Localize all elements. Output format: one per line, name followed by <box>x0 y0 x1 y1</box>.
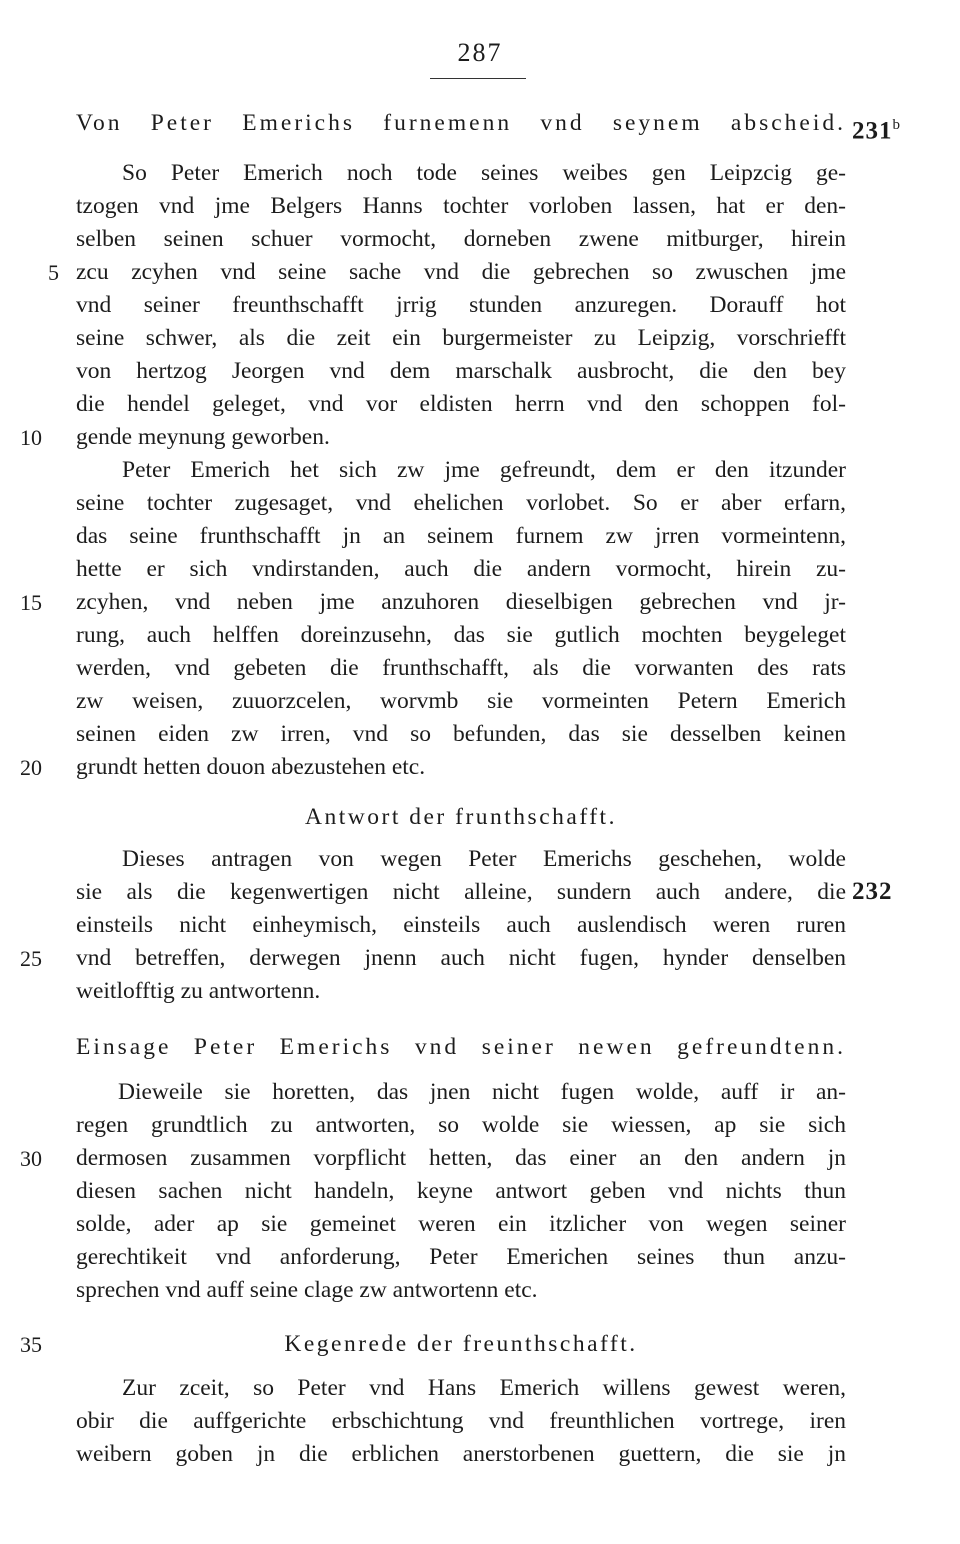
line-number: 25 <box>20 946 42 971</box>
section-heading: Von Peter Emerichs furnemenn vnd seynem abscheid. <box>76 110 846 136</box>
text-line: weibern goben jn die erblichen anerstorbenen guettern, die sie jn <box>76 1441 846 1467</box>
text-line: von hertzog Jeorgen vnd dem marschalk ausbrocht, die den bey <box>76 358 846 384</box>
text-line: solde, ader ap sie gemeinet weren ein itzlicher von wegen seiner <box>76 1211 846 1237</box>
text-line: selben seinen schuer vormocht, dorneben zwene mitburger, hirein <box>76 226 846 252</box>
text-line: seine tochter zugesaget, vnd ehelichen vorlobet. So er aber erfarn, <box>76 490 846 516</box>
text-line: tzogen vnd jme Belgers Hanns tochter vorloben lassen, hat er den- <box>76 193 846 219</box>
text-line: obir die auffgerichte erbschichtung vnd freunthlichen vortrege, iren <box>76 1408 846 1434</box>
line-number: 20 <box>20 755 42 780</box>
section-heading: Einsage Peter Emerichs vnd seiner newen gefreundtenn. <box>76 1034 846 1060</box>
section-heading: Kegenrede der freunthschafft. <box>284 1331 638 1357</box>
text-line: grundt hetten douon abezustehen etc. <box>76 754 426 780</box>
text-line: sprechen vnd auff seine clage zw antwortenn etc. <box>76 1277 538 1303</box>
section-heading: Antwort der frunthschafft. <box>305 804 617 830</box>
text-line: dermosen zusammen vorpflicht hetten, das einer an den andern jn <box>76 1145 846 1171</box>
text-line: vnd betreffen, derwegen jnenn auch nicht fugen, hynder denselben <box>76 945 846 971</box>
text-line: Peter Emerich het sich zw jme gefreundt, dem er den itzunder <box>122 457 846 483</box>
text-line: Dieses antragen von wegen Peter Emerichs geschehen, wolde <box>122 846 846 872</box>
text-line: diesen sachen nicht handeln, keyne antwort geben vnd nichts thun <box>76 1178 846 1204</box>
text-line: zw weisen, zuuorzcelen, worvmb sie vormeinten Petern Emerich <box>76 688 846 714</box>
margin-note: 232 <box>852 878 893 905</box>
line-number: 5 <box>48 260 59 285</box>
text-line: seine schwer, als die zeit ein burgermeister zu Leipzig, vorschriefft <box>76 325 846 351</box>
text-line: gende meynung geworben. <box>76 424 330 450</box>
margin-note <box>852 108 952 145</box>
text-line: werden, vnd gebeten die frunthschafft, als die vorwanten des rats <box>76 655 846 681</box>
text-line: weitlofftig zu antwortenn. <box>76 978 321 1004</box>
line-number: 10 <box>20 425 42 450</box>
margin-note-number: 231 <box>852 117 893 145</box>
line-number: 15 <box>20 590 42 615</box>
text-line: gerechtikeit vnd anforderung, Peter Emerichen seines thun anzu- <box>76 1244 846 1270</box>
text-line: Zur zceit, so Peter vnd Hans Emerich willens gewest weren, <box>122 1375 846 1401</box>
page-number: 287 <box>457 38 503 67</box>
text-line: zcyhen, vnd neben jme anzuhoren dieselbigen gebrechen vnd jr- <box>76 589 846 615</box>
line-number: 35 <box>20 1332 42 1357</box>
margin-note-sup: b <box>892 117 901 133</box>
text-line: das seine frunthschafft jn an seinem furnem zw jrren vormeintenn, <box>76 523 846 549</box>
line-number: 30 <box>20 1146 42 1171</box>
text-line: vnd seiner freunthschafft jrrig stunden anzuregen. Dorauff hot <box>76 292 846 318</box>
text-line: seinen eiden zw irren, vnd so befunden, das sie desselben keinen <box>76 721 846 747</box>
text-line: Dieweile sie horetten, das jnen nicht fugen wolde, auff ir an- <box>118 1079 846 1105</box>
text-line: regen grundtlich zu antworten, so wolde sie wiessen, ap sie sich <box>76 1112 846 1138</box>
text-line: hette er sich vndirstanden, auch die andern vormocht, hirein zu- <box>76 556 846 582</box>
text-line: einsteils nicht einheymisch, einsteils auch auslendisch weren ruren <box>76 912 846 938</box>
page-number-rule <box>430 78 526 79</box>
text-line: So Peter Emerich noch tode seines weibes gen Leipzcig ge- <box>122 160 846 186</box>
text-line: zcu zcyhen vnd seine sache vnd die gebrechen so zwuschen jme <box>76 259 846 285</box>
text-line: sie als die kegenwertigen nicht alleine, sundern auch andere, die <box>76 879 846 905</box>
text-line: die hendel geleget, vnd vor eldisten herrn vnd den schoppen fol- <box>76 391 846 417</box>
text-line: rung, auch helffen doreinzusehn, das sie gutlich mochten beygeleget <box>76 622 846 648</box>
